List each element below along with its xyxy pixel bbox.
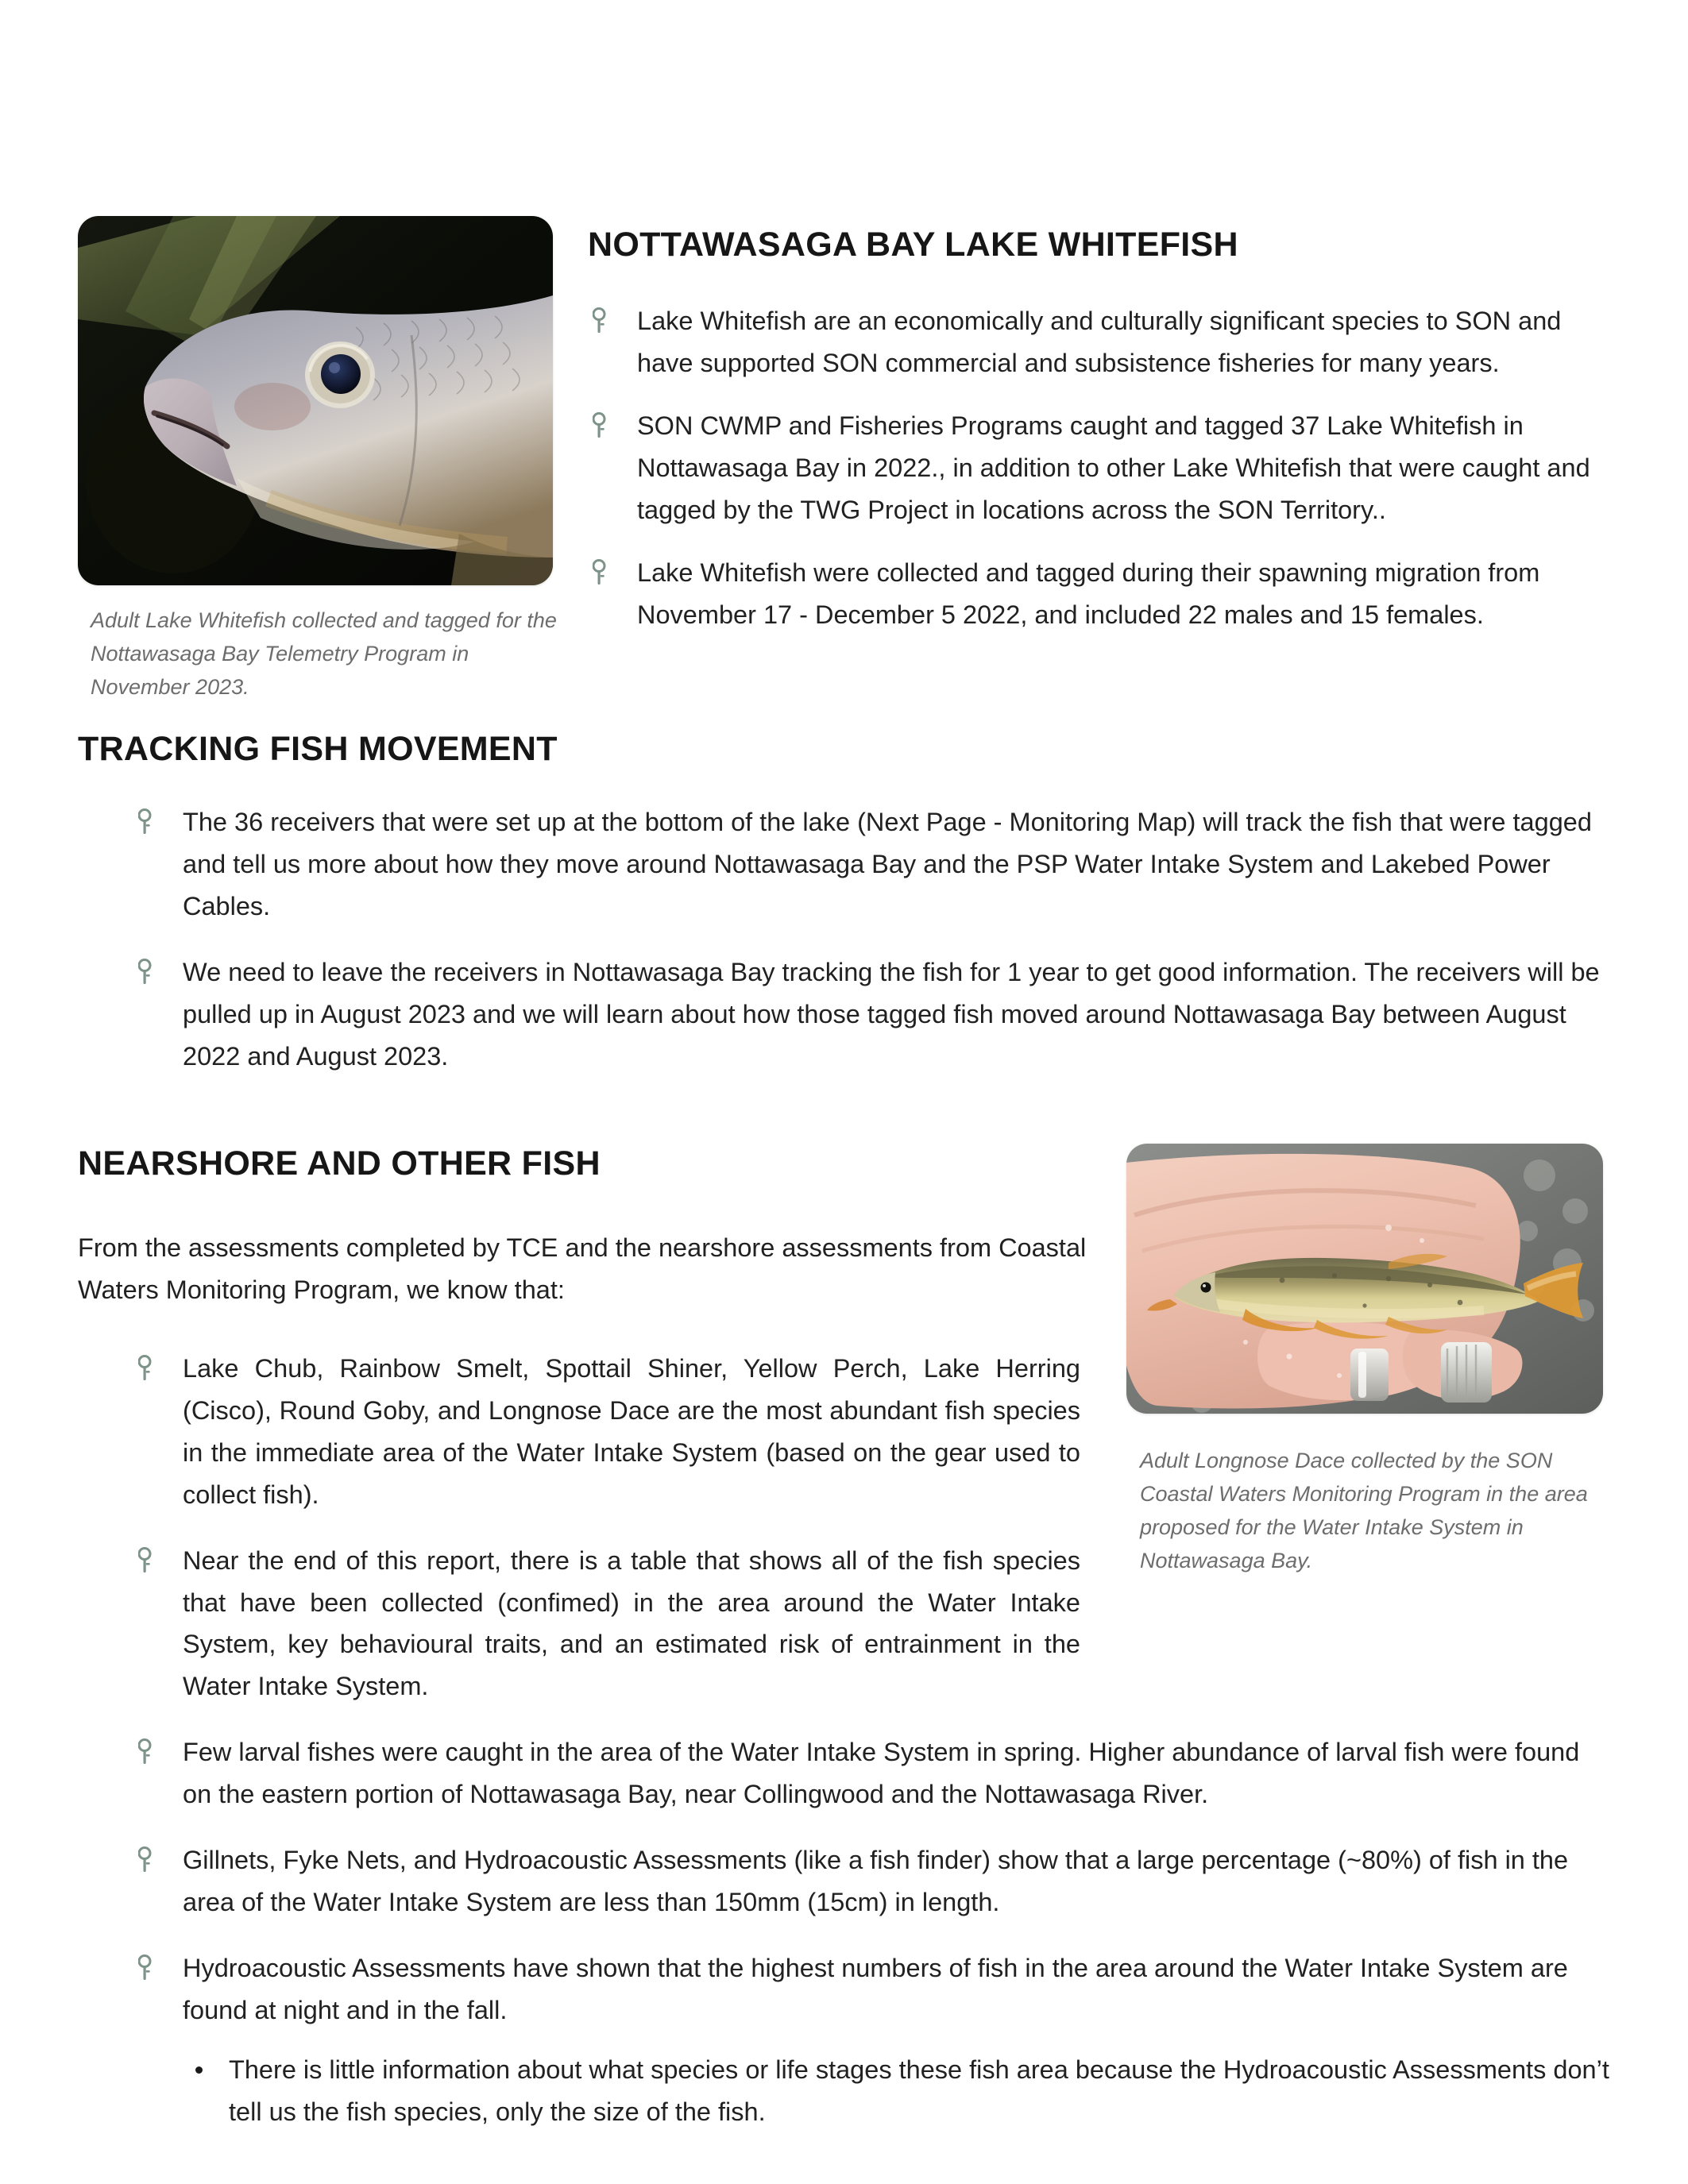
list-item-text: Gillnets, Fyke Nets, and Hydroacoustic Assessments (like a fish finder) show that a large percentage (~80%) of fish in the area of the Water Intake System are less than 150mm (15cm) in length. — [183, 1846, 1569, 1917]
key-bullet-icon — [593, 412, 610, 439]
nearshore-intro-paragraph: From the assessments completed by TCE and the nearshore assessments from Coastal Waters Monitoring Program, we know that: — [78, 1233, 1087, 1304]
key-bullet-icon — [593, 559, 610, 586]
list-item — [588, 552, 1609, 636]
list-item — [133, 1731, 1611, 1815]
whitefish-heading: NOTTAWASAGA BAY LAKE WHITEFISH — [588, 226, 1238, 264]
whitefish-photo-caption: Adult Lake Whitefish collected and tagged for the Nottawasaga Bay Telemetry Program in November 2023. — [91, 608, 557, 700]
list-item-text: Lake Whitefish are an economically and culturally significant species to SON and have supported SON commercial and subsistence fisheries for many years. — [637, 306, 1562, 377]
list-item-text: Lake Whitefish were collected and tagged during their spawning migration from November 17 - December 5 2022, and included 22 males and 15 females. — [637, 558, 1540, 629]
list-item-text: We need to leave the receivers in Nottawasaga Bay tracking the fish for 1 year to get good information. The receivers will be pulled up in August 2023 and we will learn about how those tagged fish moved around Nottawasaga Bay between August 2022 and August 2023. — [183, 957, 1600, 1071]
key-bullet-icon — [593, 307, 610, 334]
list-item-text: SON CWMP and Fisheries Programs caught and tagged 37 Lake Whitefish in Nottawasaga Bay in 2022., in addition to other Lake Whitefish that were caught and tagged by the TWG Project in locations across the SON Territory.. — [637, 411, 1590, 524]
key-bullet-icon — [138, 1954, 156, 1981]
tracking-fish-movement-section — [78, 729, 1611, 1102]
list-item-text: Lake Chub, Rainbow Smelt, Spottail Shiner, Yellow Perch, Lake Herring (Cisco), Round Goby, and Longnose Dace are the most abundant fish species in the immediate area of the Water Intake System (based on the gear used to collect fish). — [183, 1353, 1080, 1509]
key-bullet-icon — [138, 1355, 156, 1382]
dot-bullet-icon — [195, 2066, 203, 2074]
list-item — [588, 300, 1609, 384]
list-item-text: The 36 receivers that were set up at the bottom of the lake (Next Page - Monitoring Map) will track the fish that were tagged and tell us more about how they move around Nottawasaga Bay and the PSP Water Intake System and Lakebed Power Cables. — [183, 807, 1592, 920]
sub-list-item-text: There is little information about what species or life stages these fish area because the Hydroacoustic Assessments don’t tell us the fish species, only the size of the fish. — [229, 2055, 1609, 2127]
key-bullet-icon — [138, 1738, 156, 1765]
dace-photo-caption: Adult Longnose Dace collected by the SON Coastal Waters Monitoring Program in the area proposed for the Water Intake System in Nottawasaga Bay. — [1140, 1449, 1588, 1573]
nearshore-and-other-fish-section — [78, 1144, 1611, 2157]
tracking-heading: TRACKING FISH MOVEMENT — [78, 730, 558, 768]
list-item — [133, 801, 1611, 928]
whitefish-bullet-list — [588, 300, 1609, 636]
key-bullet-icon — [138, 1547, 156, 1574]
whitefish-photo — [78, 216, 553, 585]
nearshore-bullet-list — [78, 1348, 1611, 2134]
list-item-text: Hydroacoustic Assessments have shown that the highest numbers of fish in the area around the Water Intake System are found at night and in the fall. — [183, 1954, 1568, 2025]
list-item — [588, 405, 1609, 531]
key-bullet-icon — [138, 808, 156, 835]
sub-list-item — [183, 2049, 1611, 2133]
nearshore-heading: NEARSHORE AND OTHER FISH — [78, 1144, 601, 1183]
list-item — [133, 1839, 1611, 1924]
list-item — [133, 1947, 1611, 2133]
nearshore-sub-bullet-list — [183, 2049, 1611, 2133]
whitefish-photo-container — [78, 216, 553, 585]
key-bullet-icon — [138, 1846, 156, 1873]
tracking-bullet-list — [78, 801, 1611, 1078]
list-item-text: Few larval fishes were caught in the area of the Water Intake System in spring. Higher abundance of larval fish were found on the eastern portion of Nottawasaga Bay, near Collingwood and the Nottawasaga River. — [183, 1738, 1580, 1809]
whitefish-text-column — [588, 225, 1609, 636]
list-item — [133, 1348, 1611, 1516]
list-item — [133, 1540, 1611, 1708]
list-item — [133, 951, 1611, 1078]
key-bullet-icon — [138, 959, 156, 986]
list-item-text: Near the end of this report, there is a table that shows all of the fish species that have been collected (confimed) in the area around the Water Intake System, key behavioural traits, and an estimated risk of entrainment in the Water Intake System. — [183, 1545, 1080, 1701]
